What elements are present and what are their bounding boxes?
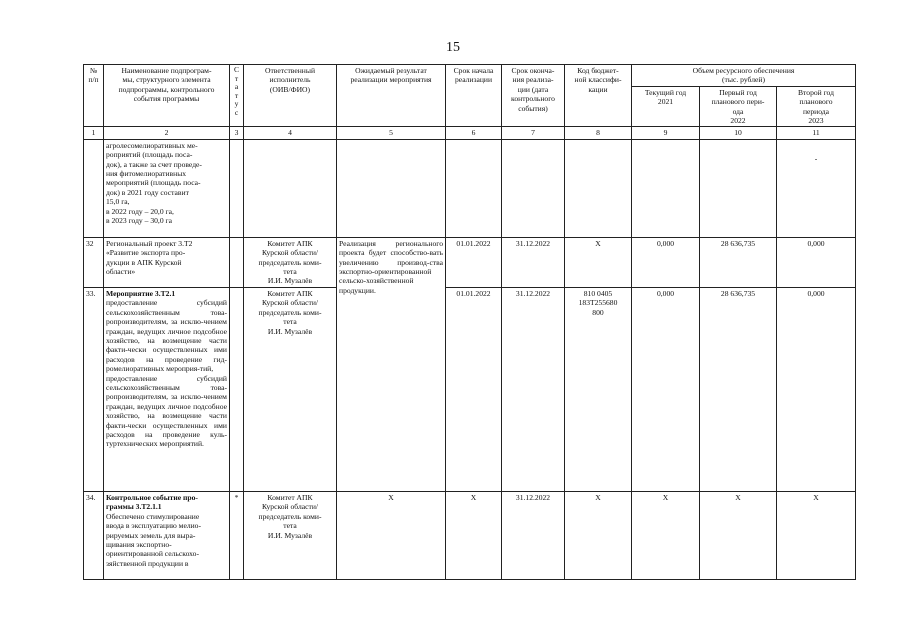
header-result: Ожидаемый результат реализации мероприятия — [337, 65, 446, 127]
row-name: агролесомелиоративных ме- роприятий (площадь поса- док), а также за счет проведе- ния фитомелиоративных мероприятий (площадь поса- док) в 2021 году составит 15,0 га, в 2022 году – 20,0 га, в 2023 году – 30,0 га — [104, 139, 230, 237]
row-value-2023: Х — [777, 491, 856, 579]
table-row-33 — [84, 287, 856, 491]
row-value-2022: 28 636,735 — [700, 237, 777, 287]
column-number: 2 — [104, 127, 230, 139]
column-number: 1 — [84, 127, 104, 139]
row-status — [230, 287, 244, 491]
table-row-continuation — [84, 139, 856, 237]
row-value-2021: Х — [632, 491, 700, 579]
row-executor — [244, 139, 337, 237]
row-value-2021 — [632, 139, 700, 237]
row-value-2022: Х — [700, 491, 777, 579]
column-numbers-row — [84, 127, 856, 139]
row-value-2023: - — [777, 139, 856, 237]
column-number: 5 — [337, 127, 446, 139]
row-name-title: Контрольное событие про- граммы 3.Т2.1.1 — [106, 492, 198, 512]
column-number: 6 — [446, 127, 502, 139]
row-name: предоставление субсидий сельскохозяйственным това-ропроизводителям, за исклю-чением граждан, ведущих личное подсобное хозяйство, на возмещение части факти-чески осуществленных ими расходов на проведение гид-ромелиоративных мероприя-тий, предоставление субсидий сельскохозяйственным това-ропроизводителям, за исклю-чением граждан, ведущих личное подсобное хозяйство, на возмещение части факти-чески осуществленных ими расходов на проведение куль-туртехнических мероприятий. — [106, 298, 227, 449]
column-number: 4 — [244, 127, 337, 139]
row-end — [502, 139, 565, 237]
row-code — [565, 139, 632, 237]
row-value-2021: 0,000 — [632, 287, 700, 491]
row-status — [230, 139, 244, 237]
column-number: 8 — [565, 127, 632, 139]
table-row-34 — [84, 491, 856, 579]
row-value-2022 — [700, 139, 777, 237]
row-num: 33. — [84, 287, 104, 491]
header-start: Срок начала реализации — [446, 65, 502, 127]
header-row — [84, 65, 856, 87]
column-number: 10 — [700, 127, 777, 139]
row-name-title: Мероприятие 3.Т2.1 — [106, 288, 176, 298]
row-status: * — [230, 491, 244, 579]
header-2022: Первый год планового пери- ода 2022 — [700, 86, 777, 127]
row-start: Х — [446, 491, 502, 579]
row-executor: Комитет АПК Курской области/ председатель коми- тета И.И. Музалёв — [244, 491, 337, 579]
row-num — [84, 139, 104, 237]
header-name: Наименование подпрограм- мы, структурного элемента подпрограммы, контрольного события программы — [104, 65, 230, 127]
row-result: Реализация регионального проекта будет способство-вать увеличению производ-ства экспортно-ориентированной сельско-хозяйственной продукции. — [337, 237, 446, 491]
column-number: 3 — [230, 127, 244, 139]
row-value-2023: 0,000 — [777, 237, 856, 287]
row-status — [230, 237, 244, 287]
row-start: 01.01.2022 — [446, 237, 502, 287]
table-row-32 — [84, 237, 856, 287]
row-end: 31.12.2022 — [502, 491, 565, 579]
header-executor: Ответственный исполнитель (ОИВ/ФИО) — [244, 65, 337, 127]
row-num: 32 — [84, 237, 104, 287]
row-executor: Комитет АПК Курской области/ председатель коми- тета И.И. Музалёв — [244, 237, 337, 287]
column-number: 11 — [777, 127, 856, 139]
header-2021: Текущий год 2021 — [632, 86, 700, 127]
row-value-2023: 0,000 — [777, 287, 856, 491]
column-number: 7 — [502, 127, 565, 139]
row-code: Х — [565, 491, 632, 579]
header-num: № п/п — [84, 65, 104, 127]
header-2023: Второй год планового периода 2023 — [777, 86, 856, 127]
header-end: Срок оконча- ния реализа- ции (дата контрольного события) — [502, 65, 565, 127]
row-value-2021: 0,000 — [632, 237, 700, 287]
row-code: Х — [565, 237, 632, 287]
row-start: 01.01.2022 — [446, 287, 502, 491]
row-value-2022: 28 636,735 — [700, 287, 777, 491]
header-status: С т а т у с — [230, 65, 244, 127]
header-code: Код бюджет- ной классифи- кации — [565, 65, 632, 127]
page-number: 15 — [446, 40, 460, 55]
row-end: 31.12.2022 — [502, 287, 565, 491]
resource-plan-table — [83, 64, 856, 580]
header-resource-group: Объем ресурсного обеспечения (тыс. рублей) — [632, 65, 856, 87]
row-result — [337, 139, 446, 237]
column-number: 9 — [632, 127, 700, 139]
row-start — [446, 139, 502, 237]
row-code: 810 0405 183Т255680 800 — [565, 287, 632, 491]
row-result: Х — [337, 491, 446, 579]
row-executor: Комитет АПК Курской области/ председатель коми- тета И.И. Музалёв — [244, 287, 337, 491]
row-name-cell — [104, 491, 230, 579]
row-end: 31.12.2022 — [502, 237, 565, 287]
row-name-cell — [104, 287, 230, 491]
row-name: Обеспечено стимулирование ввода в эксплуатацию мелио- рируемых земель для выра- щивания экспортно- ориентированной сельскохо- зяйственной продукции в — [106, 511, 202, 568]
row-num: 34. — [84, 491, 104, 579]
row-name: Региональный проект 3.Т2 «Развитие экспорта про- дукции в АПК Курской области» — [104, 237, 230, 287]
